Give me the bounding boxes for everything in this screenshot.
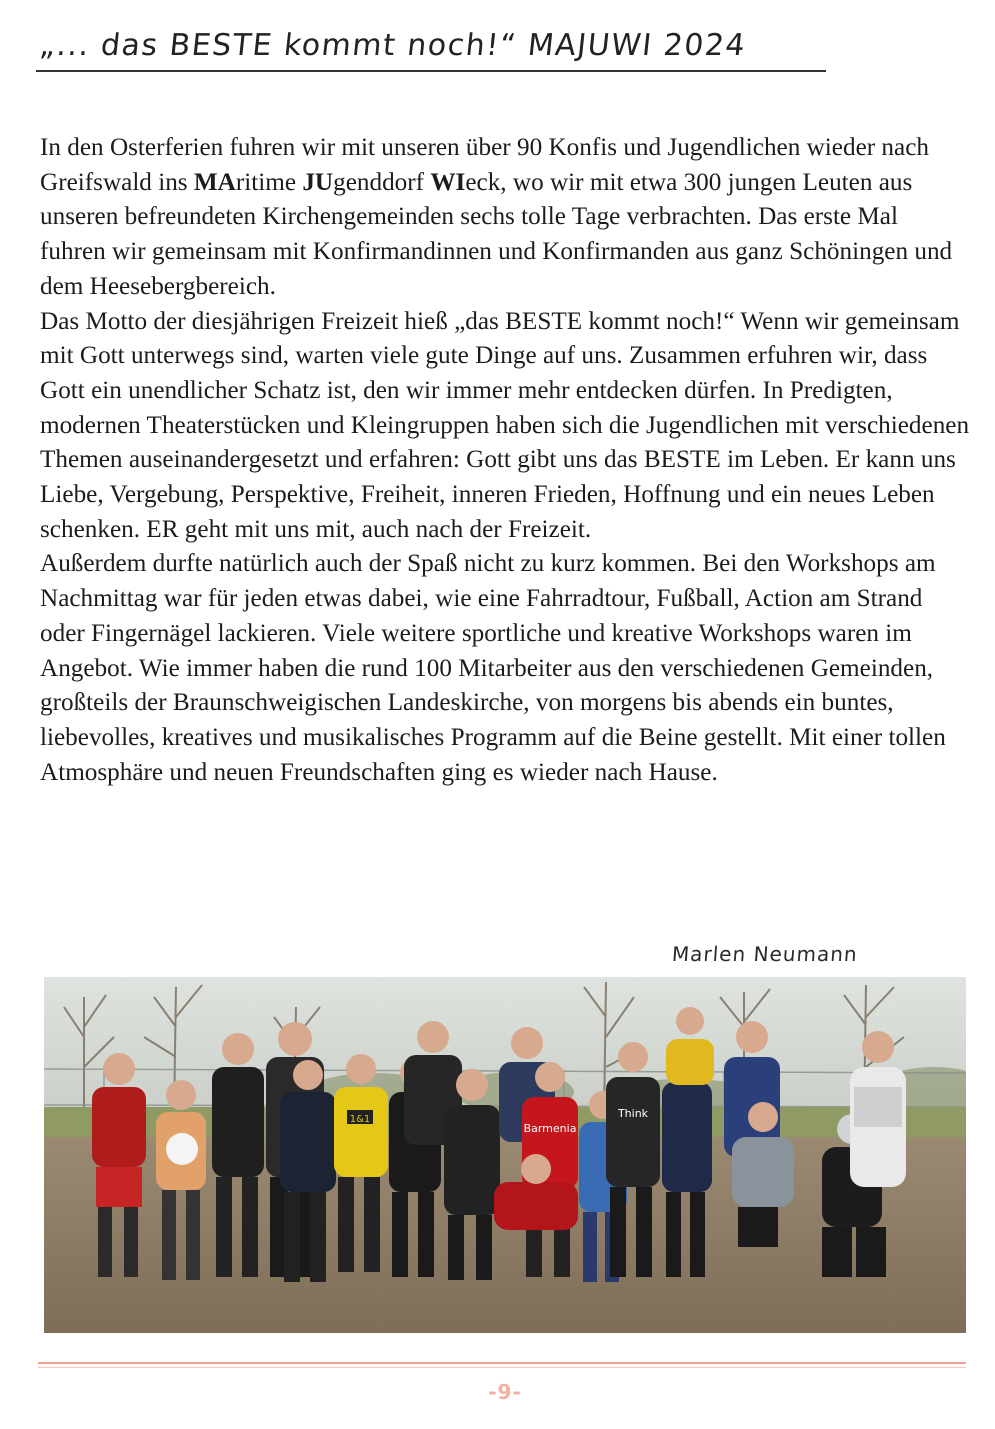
acronym-ma: MA <box>193 168 236 196</box>
acronym-wi: WI <box>430 168 466 196</box>
paragraph-1-text-c2: genddorf <box>333 168 431 196</box>
footer-rule-secondary <box>38 1367 966 1368</box>
paragraph-1-text-a: In den Osterferien fuhren wir mit unseren über 90 Konfis und Jugendlichen wieder nach Greifswald ins <box>40 134 929 196</box>
page-number: -9- <box>488 1380 522 1404</box>
article-paragraph-3: Außerdem durfte natürlich auch der Spaß nicht zu kurz kommen. Bei den Workshops am Nachmittag war für jeden etwas dabei, wie eine Fahrradtour, Fußball, Action am Strand oder Fingernägel lackieren. Viele weitere sportliche und kreative Workshops waren im Angebot. Wie immer haben die rund 100 Mitarbeiter aus den verschiedenen Gemeinden, großteils der Braunschweigischen Landeskirche, von morgens bis abends ein buntes, liebevolles, kreatives und musikalisches Programm auf die Beine gestellt. Mit einer tollen Atmosphäre und neuen Freundschaften ging es wieder nach Hause. <box>40 550 946 786</box>
article-paragraph-1 <box>40 131 970 305</box>
footer-rule-primary <box>38 1362 966 1364</box>
shirt-print-think: Think <box>617 1107 649 1120</box>
paragraph-1-text-c1: ritime <box>235 168 303 196</box>
shirt-print-barmenia: Barmenia <box>523 1122 577 1135</box>
headline-underline <box>36 70 826 72</box>
acronym-ju: JU <box>302 168 334 196</box>
article-body <box>40 131 970 790</box>
author-signature: Marlen Neumann <box>671 942 859 966</box>
article-paragraph-2: Das Motto der diesjährigen Freizeit hieß „das BESTE kommt noch!“ Wenn wir gemeinsam mit Gott unterwegs sind, warten viele gute Dinge auf uns. Zusammen erfuhren wir, dass Gott ein unendlicher Schatz ist, den wir immer mehr entdecken dürfen. In Predigten, modernen Theaterstücken und Kleingruppen haben sich die Jugendlichen mit verschiedenen Themen auseinandergesetzt und erfahren: Gott gibt uns das BESTE im Leben. Er kann uns Liebe, Vergebung, Perspektive, Freiheit, inneren Frieden, Hoffnung und ein neues Leben schenken. ER geht mit uns mit, auch nach der Freizeit. <box>40 307 970 543</box>
page-headline: „... das BESTE kommt noch!“ MAJUWI 2024 <box>38 28 748 63</box>
group-photo <box>44 977 966 1333</box>
shirt-print-1and1: 1&1 <box>349 1114 371 1125</box>
paragraph-1-text-d: eck, wo wir mit etwa 300 jungen Leuten aus unseren befreundeten Kirchengemeinden sechs tolle Tage verbrachten. Das erste Mal fuhren wir gemeinsam mit Konfirmandinnen und Konfirmanden aus ganz Schöningen und dem Heesebergbereich. <box>40 168 953 300</box>
group-photo-illustration <box>44 977 966 1333</box>
